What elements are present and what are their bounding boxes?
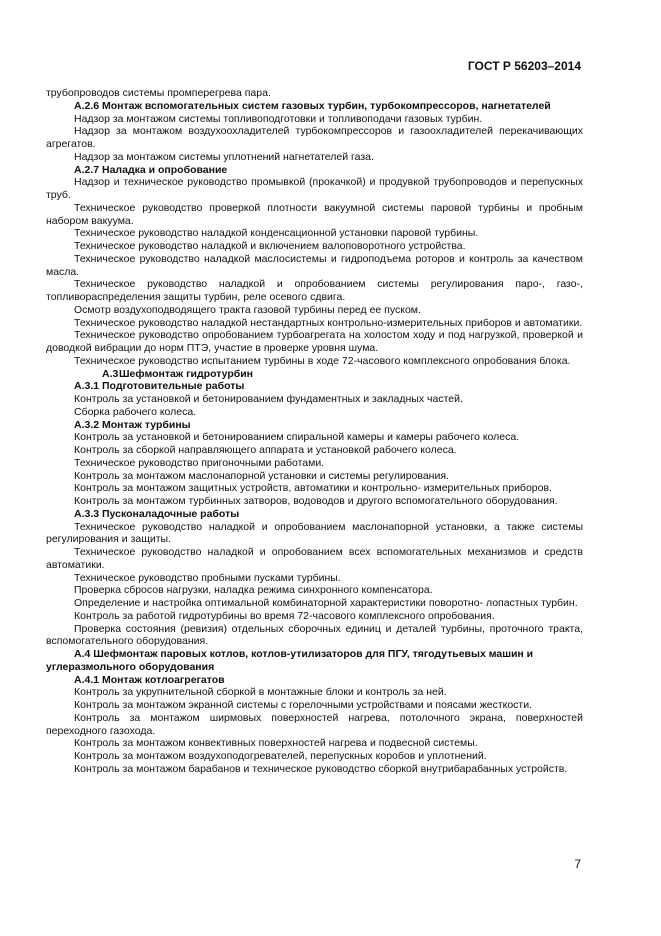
paragraph: Надзор и техническое руководство промывкой (прокачкой) и продувкой трубопроводов и перепускных труб. xyxy=(46,176,583,201)
paragraph: Контроль за сборкой направляющего аппарата и установкой рабочего колеса. xyxy=(74,444,457,456)
paragraph: Техническое руководство проверкой плотности вакуумной системы паровой турбины и пробным набором вакуума. xyxy=(46,201,583,227)
section-heading: А.2.6 Монтаж вспомогательных систем газовых турбин, турбокомпрессоров, нагнетателей xyxy=(74,99,551,112)
section-heading: А.3.1 Подготовительные работы xyxy=(74,380,245,393)
paragraph: Техническое руководство наладкой маслосистемы и гидроподъема роторов и контроль за качеством масла. xyxy=(46,252,583,278)
paragraph: Контроль за монтажом ширмовых поверхностей нагрева, потолочного экрана, поверхностей переходного газохода. xyxy=(46,711,583,737)
section-heading: А.4 Шефмонтаж паровых котлов, котлов-утилизаторов для ПГУ, тягодутьевых машин и углеразмольного оборудования xyxy=(46,648,534,673)
section-heading xyxy=(46,368,583,381)
section-heading: А.4.1 Монтаж котлоагрегатов xyxy=(74,673,225,686)
document-body xyxy=(46,87,583,776)
paragraph: Техническое руководство наладкой и опробованием всех вспомогательных механизмов и средств автоматики. xyxy=(46,546,583,571)
paragraph: Надзор за монтажом воздухоохладителей турбокомпрессоров и газоохладителей перекачивающих агрегатов. xyxy=(46,125,583,150)
paragraph: Контроль за работой гидротурбины во время 72-часового комплексного опробования. xyxy=(74,609,495,622)
section-heading: А.3.3 Пусконаладочные работы xyxy=(74,507,240,520)
page-number: 7 xyxy=(574,857,581,871)
paragraph: Контроль за установкой и бетонированием спиральной камеры и камеры рабочего колеса. xyxy=(74,431,520,444)
section-title: Шефмонтаж гидротурбин xyxy=(119,367,254,380)
paragraph: Техническое руководство пригоночными работами. xyxy=(74,456,325,469)
paragraph: Контроль за монтажом воздухоподогревателей, перепускных коробов и уплотнений. xyxy=(74,750,487,762)
section-heading: А.3.2 Монтаж турбины xyxy=(74,418,191,431)
paragraph: Техническое руководство испытанием турбины в ходе 72-часового комплексного опробования блока. xyxy=(74,354,571,367)
section-heading: А.2.7 Наладка и опробование xyxy=(74,163,228,176)
paragraph: Контроль за монтажом конвективных поверхностей нагрева и подвесной системы. xyxy=(74,737,478,750)
paragraph: Определение и настройка оптимальной комбинаторной характеристики поворотно- лопастных турбин. xyxy=(74,597,578,609)
paragraph: Надзор за монтажом системы уплотнений нагнетателей газа. xyxy=(74,150,374,163)
paragraph: Сборка рабочего колеса. xyxy=(74,405,197,418)
paragraph: Проверка сбросов нагрузки, наладка режима синхронного компенсатора. xyxy=(74,584,433,597)
paragraph: Контроль за укрупнительной сборкой в монтажные блоки и контроль за ней. xyxy=(74,686,447,699)
paragraph: Техническое руководство наладкой и опробованием маслонапорной установки, а также системы регулирования и защиты. xyxy=(46,520,583,546)
document-id-header: ГОСТ Р 56203–2014 xyxy=(467,59,581,73)
paragraph: Контроль за монтажом защитных устройств, автоматики и контрольно- измерительных приборов. xyxy=(74,482,552,495)
paragraph: трубопроводов системы промперегрева пара. xyxy=(46,87,271,99)
paragraph: Техническое руководство наладкой и опробованием системы регулирования паро-, газо-, топливораспределения защиты турбин, реле осевого сдвига. xyxy=(46,278,583,303)
paragraph: Контроль за монтажом маслонапорной установки и системы регулирования. xyxy=(74,469,449,482)
paragraph: Техническое руководство наладкой и включением валоповоротного устройства. xyxy=(74,240,466,252)
paragraph: Контроль за монтажом турбинных затворов, водоводов и другого вспомогательного оборудования. xyxy=(74,495,558,507)
paragraph: Надзор за монтажом системы топливоподготовки и топливоподачи газовых турбин. xyxy=(74,112,483,125)
paragraph: Проверка состояния (ревизия) отдельных сборочных единиц и деталей турбины, проточного тракта, вспомогательного оборудования. xyxy=(46,622,583,648)
paragraph: Техническое руководство пробными пусками турбины. xyxy=(74,571,341,584)
paragraph: Осмотр воздухоподводящего тракта газовой турбины перед ее пуском. xyxy=(74,303,421,316)
section-number: А.3 xyxy=(102,367,119,380)
paragraph: Контроль за установкой и бетонированием фундаментных и закладных частей. xyxy=(74,393,463,405)
paragraph: Контроль за монтажом барабанов и техническое руководство сборкой внутрибарабанных устройств. xyxy=(74,762,568,775)
paragraph: Техническое руководство опробованием турбоагрегата на холостом ходу и под нагрузкой, проверкой и доводкой вибрации до норм ПТЭ, участие в проверке уровня шума. xyxy=(46,329,583,354)
paragraph: Техническое руководство наладкой конденсационной установки паровой турбины. xyxy=(74,227,479,240)
paragraph: Контроль за монтажом экранной системы с горелочными устройствами и поясами жесткости. xyxy=(74,699,533,711)
paragraph: Техническое руководство наладкой нестандартных контрольно-измерительных приборов и автоматики. xyxy=(74,316,583,329)
